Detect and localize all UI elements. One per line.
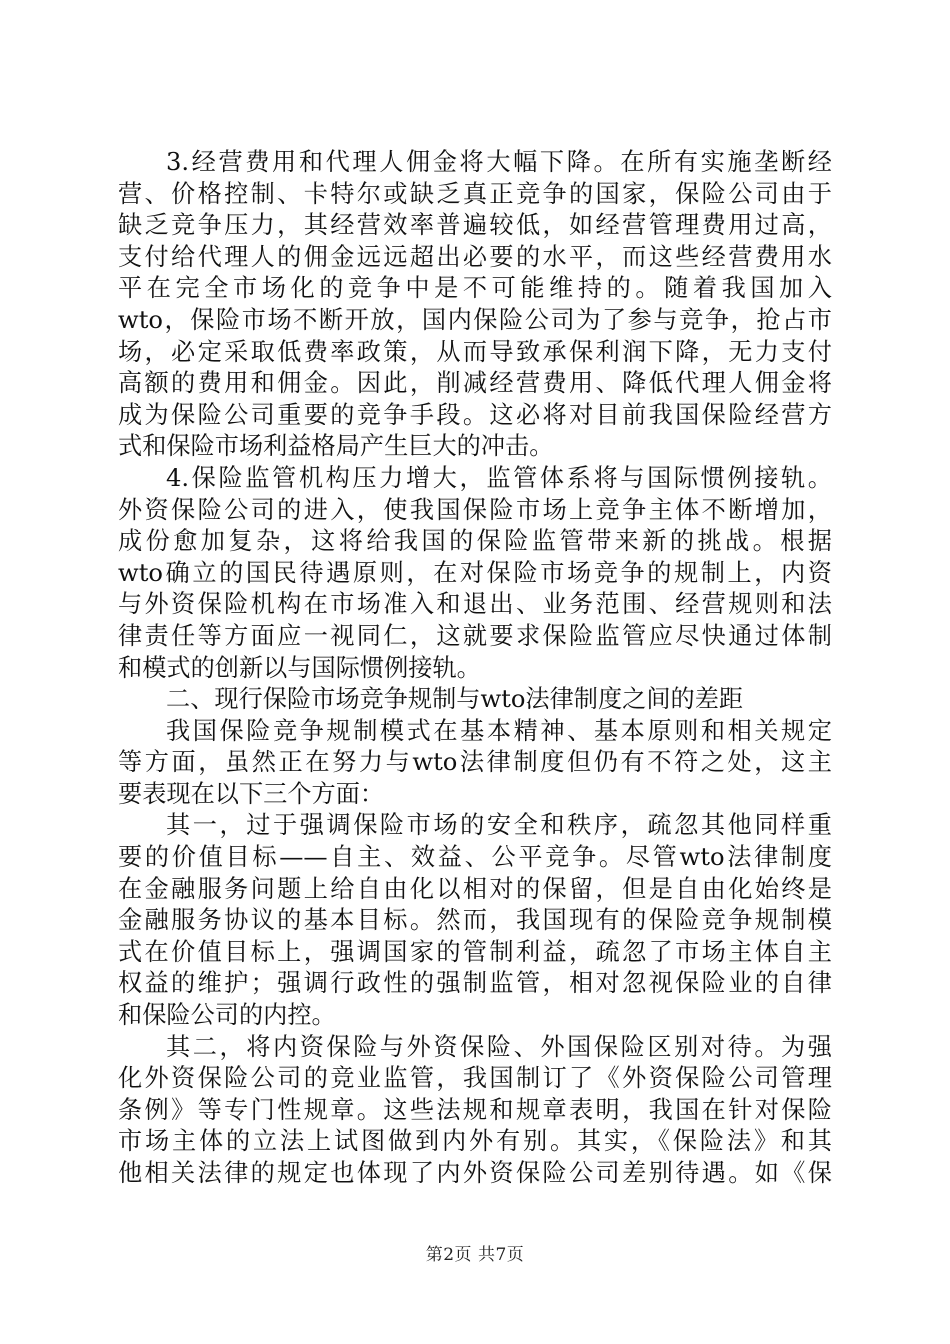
text-line: 等方面，虽然正在努力与wto法律制度但仍有不符之处，这主	[118, 748, 832, 777]
text-line: 在金融服务问题上给自由化以相对的保留，但是自由化始终是	[118, 874, 832, 903]
text-line: 律责任等方面应一视同仁，这就要求保险监管应尽快通过体制	[118, 621, 832, 650]
text-line: wto确立的国民待遇原则，在对保险市场竞争的规制上，内资	[118, 558, 832, 587]
text-line: 和保险公司的内控。	[118, 1001, 336, 1030]
text-line: 二、现行保险市场竞争规制与wto法律制度之间的差距	[166, 685, 744, 714]
text-line: 条例》等专门性规章。这些法规和规章表明，我国在针对保险	[118, 1095, 832, 1124]
text-line: 金融服务协议的基本目标。然而，我国现有的保险竞争规制模	[118, 906, 832, 935]
document-body	[118, 147, 832, 1190]
text-line: 和模式的创新以与国际惯例接轨。	[118, 653, 481, 682]
text-line: 成为保险公司重要的竞争手段。这必将对目前我国保险经营方	[118, 400, 832, 429]
text-line: 缺乏竞争压力，其经营效率普遍较低，如经营管理费用过高，	[118, 211, 832, 240]
text-line: 平在完全市场化的竞争中是不可能维持的。随着我国加入	[118, 274, 832, 303]
text-line: 化外资保险公司的竞业监管，我国制订了《外资保险公司管理	[118, 1064, 832, 1093]
text-line: 他相关法律的规定也体现了内外资保险公司差别待遇。如《保	[118, 1159, 832, 1187]
text-line: 市场主体的立法上试图做到内外有别。其实，《保险法》和其	[118, 1127, 832, 1156]
text-line: 与外资保险机构在市场准入和退出、业务范围、经营规则和法	[118, 590, 832, 619]
text-line: 成份愈加复杂，这将给我国的保险监管带来新的挑战。根据	[118, 527, 832, 556]
text-line: 高额的费用和佣金。因此，削减经营费用、降低代理人佣金将	[118, 369, 832, 398]
text-line: 式在价值目标上，强调国家的管制利益，疏忽了市场主体自主	[118, 937, 832, 966]
text-line: 式和保险市场利益格局产生巨大的冲击。	[118, 432, 554, 461]
text-line: 要表现在以下三个方面：	[118, 779, 385, 808]
text-line: 支付给代理人的佣金远远超出必要的水平，而这些经营费用水	[118, 242, 832, 271]
text-line: 其一，过于强调保险市场的安全和秩序，疏忽其他同样重	[166, 811, 832, 840]
text-line: 其二，将内资保险与外资保险、外国保险区别对待。为强	[166, 1032, 832, 1061]
text-line: 外资保险公司的进入，使我国保险市场上竞争主体不断增加，	[118, 495, 832, 524]
text-line: 营、价格控制、卡特尔或缺乏真正竞争的国家，保险公司由于	[118, 179, 832, 208]
text-line: wto，保险市场不断开放，国内保险公司为了参与竞争，抢占市	[118, 305, 832, 334]
page-footer: 第2页 共7页	[425, 1245, 525, 1265]
text-line: 权益的维护；强调行政性的强制监管，相对忽视保险业的自律	[118, 969, 832, 998]
text-line: 4.保险监管机构压力增大，监管体系将与国际惯例接轨。	[166, 463, 832, 492]
text-line: 场，必定采取低费率政策，从而导致承保利润下降，无力支付	[118, 337, 832, 366]
text-line: 要的价值目标——自主、效益、公平竞争。尽管wto法律制度	[118, 843, 832, 872]
text-line: 3.经营费用和代理人佣金将大幅下降。在所有实施垄断经	[166, 148, 832, 176]
text-line: 我国保险竞争规制模式在基本精神、基本原则和相关规定	[166, 716, 832, 745]
